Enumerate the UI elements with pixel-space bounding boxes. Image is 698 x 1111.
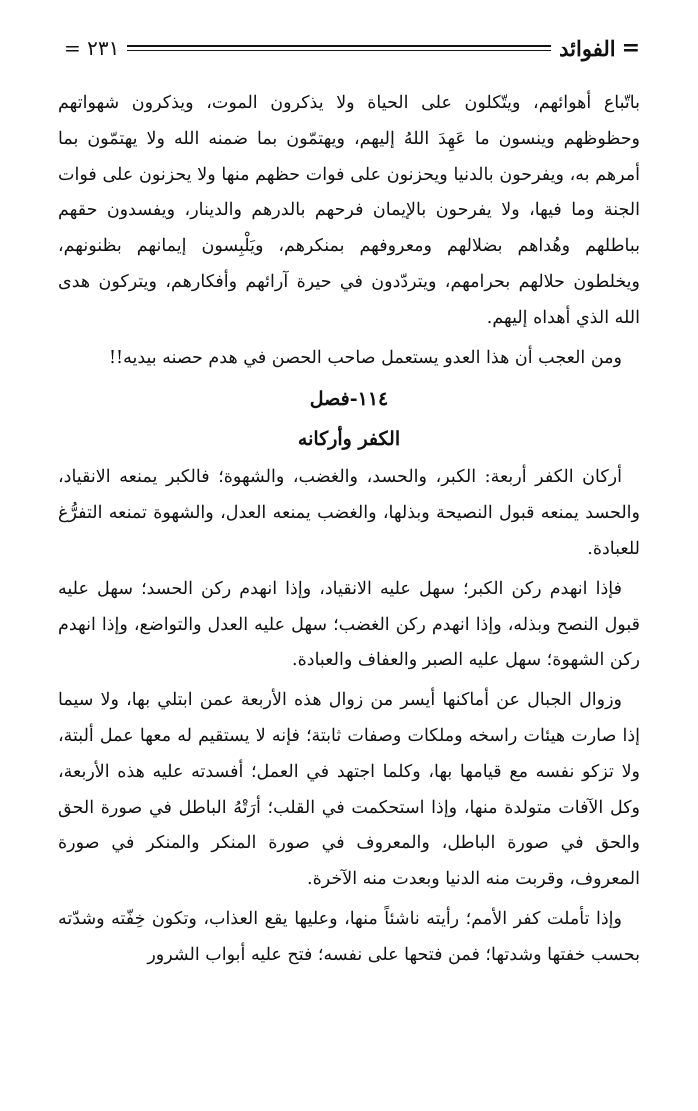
book-title: الفوائد	[559, 35, 616, 61]
running-header	[58, 34, 640, 62]
paragraph: باتّباع أهوائهم، ويتّكلون على الحياة ولا يذكرون الموت، ويذكرون شهواتهم وحظوظهم وينسون ما عَهِدَ اللهُ إليهم، ويهتمّون بما ضمنه الله ولا يهتمّون بما أمرهم به، ويفرحون بالدنيا ويحزنون على فوات حظهم منها ولا يحزنون على فوات الجنة وما فيها، ولا يفرحون بالإيمان فرحهم بالدرهم والدينار، ويفسدون حقهم بباطلهم وهُداهم بضلالهم ومعروفهم بمنكرهم، ويَلْبِسون إيمانهم بظنونهم، ويخلطون حلالهم بحرامهم، ويتردّدون في حيرة آرائهم وأفكارهم، ويتركون هدى الله الذي أهداه إليهم.	[58, 93, 640, 328]
paragraph: فإذا انهدم ركن الكبر؛ سهل عليه الانقياد، وإذا انهدم ركن الحسد؛ سهل عليه قبول النصح وبذله، وإذا انهدم ركن الغضب؛ سهل عليه العدل والتواضع، وإذا انهدم ركن الشهوة؛ سهل عليه الصبر والعفاف والعبادة.	[58, 578, 640, 671]
page-number: ٢٣١ =	[64, 36, 120, 60]
paragraph: وزوال الجبال عن أماكنها أيسر من زوال هذه الأربعة عمن ابتلي بها، ولا سيما إذا صارت هيئات راسخه وملكات وصفات ثابتة؛ فإنه لا يستقيم له معها عمل ألبتة، ولا تزكو نفسه مع قيامها بها، وكلما اجتهد في العمل؛ أفسدته عليه هذه الأربعة، وكل الآفات متولدة منها، وإذا استحكمت في القلب؛ أرَتْهُ الباطل في صورة الحق والحق في صورة الباطل، والمعروف في صورة المنكر والمنكر في صورة المعروف، وقربت منه الدنيا وبعدت منه الآخرة.	[58, 690, 640, 890]
body-text	[58, 86, 640, 1103]
section-title: الكفر وأركانه	[297, 428, 401, 451]
paragraph: ومن العجب أن هذا العدو يستعمل صاحب الحصن في هدم حصنه بيديه!!	[109, 347, 622, 368]
header-rule	[127, 45, 551, 51]
header-mark: =	[621, 35, 640, 61]
section-number: ١١٤-فصل	[309, 388, 389, 411]
paragraph: وإذا تأملت كفر الأمم؛ رأيته ناشئاً منها، وعليها يقع العذاب، وتكون خِفّته وشدّته بحسب خفتها وشدتها؛ فمن فتحها على نفسه؛ فتح عليه أبواب الشرور	[58, 908, 640, 965]
paragraph: أركان الكفر أربعة: الكبر، والحسد، والغضب، والشهوة؛ فالكبر يمنعه الانقياد، والحسد يمنعه قبول النصيحة وبذلها، والغضب يمنعه العدل، والشهوة تمنعه التفرُّغ للعبادة.	[58, 467, 640, 559]
